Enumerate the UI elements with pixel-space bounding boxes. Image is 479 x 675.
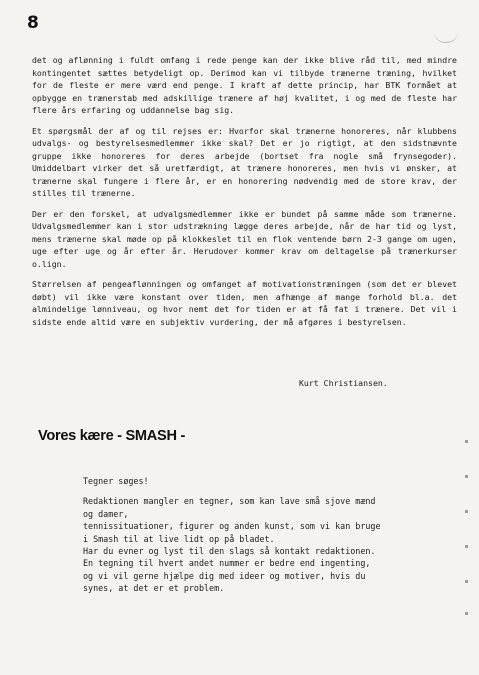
- notice-line: og vi vil gerne hjælpe dig med ideer og motiver, hvis du: [83, 570, 366, 581]
- notice-line: og damer,: [83, 508, 129, 519]
- notice-line: i Smash til at live lidt op på bladet.: [83, 533, 275, 544]
- notice-line: En tegning til hvert andet nummer er bedre end ingenting,: [83, 558, 371, 569]
- punch-mark: [465, 612, 468, 615]
- punch-mark: [465, 545, 468, 548]
- notice-line: synes, at det er et problem.: [83, 583, 225, 594]
- article-paragraph: Størrelsen af pengeaflønningen og omfanget af motivationstræningen (som det er blevet døbt) vil ikke være konstant over tiden, men afhænge af mange forhold bl.a. det almindelige lønniveau, og hvor nemt det for tiden er at få fat i trænere. Det vil i sidste ende altid være en subjektiv vurdering, der må afgøres i bestyrelsen.: [32, 279, 457, 327]
- notice-title: Tegner søges!: [83, 476, 149, 486]
- author-signature: Kurt Christiansen.: [299, 378, 388, 388]
- notice-line: tennissituationer, figurer og anden kunst, som vi kan bruge: [83, 521, 381, 532]
- section-heading: Vores kære - SMASH -: [38, 428, 186, 444]
- article-body: [32, 54, 457, 336]
- punch-mark: [465, 440, 468, 443]
- article-paragraph: Et spørgsmål der af og til rejses er: Hvorfor skal trænerne honoreres, når klubbens udvalgs- og bestyrelsesmedlemmer ikke skal? Det er jo rigtigt, at den sidstnævnte gruppe ikke honoreres for deres arbejde (bortset fra nogle små frynsegoder). Umiddelbart virker det så uretfærdigt, at trænere honoreres, men hvis vi ønsker, at trænerne skal fungere i flere år, er en honorering nødvendig med de store krav, der stilles til trænerne.: [32, 125, 457, 198]
- page-number: 8: [27, 13, 39, 33]
- margin-punch-marks: [465, 440, 469, 615]
- punch-mark: [465, 510, 468, 513]
- corner-mark: [433, 30, 459, 43]
- notice-line: Har du evner og lyst til den slags så kontakt redaktionen.: [83, 546, 376, 557]
- notice-line: Redaktionen mangler en tegner, som kan lave små sjove mænd: [83, 496, 376, 507]
- punch-mark: [465, 580, 468, 583]
- notice-block: [83, 475, 428, 595]
- article-paragraph: det og aflønning i fuldt omfang i rede penge kan der ikke blive råd til, med mindre kontingentet sættes betydeligt op. Derimod kan vi tilbyde trænerne træning, hvilket for de fleste er mere værd end penge. I kraft af dette princip, har BTK formået at opbygge en trænerstab med adskillige trænere af høj kvalitet, i og med de fleste har flere års erfaring og uddannelse bag sig.: [32, 55, 457, 115]
- article-paragraph: Der er den forskel, at udvalgsmedlemmer ikke er bundet på samme måde som trænerne. Udvalgsmedlemmer kan i stor udstrækning lægge deres arbejde, når de har tid og lyst, mens trænerne skal møde op på klokkeslet til en flok ventende børn 2-3 gange om ugen, uge efter uge og år efter år. Herudover kommer krav om deltagelse på trænerkurser o.lign.: [32, 208, 457, 269]
- punch-mark: [465, 475, 468, 478]
